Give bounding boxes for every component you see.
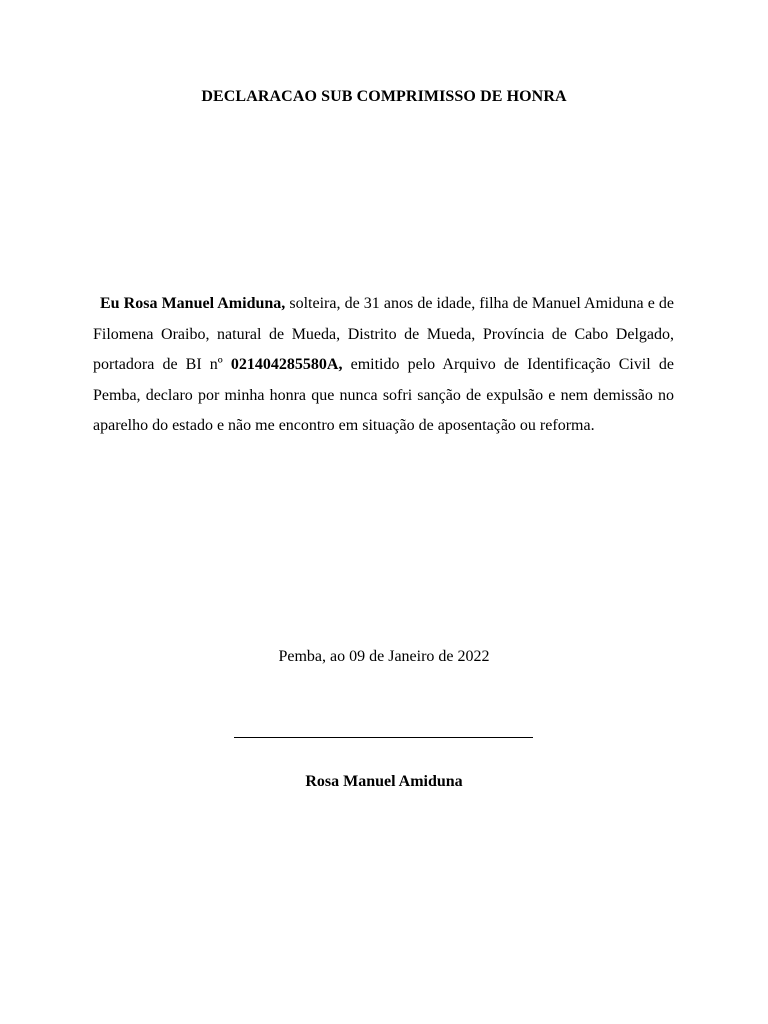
declarant-name-intro: Eu Rosa Manuel Amiduna, <box>100 295 286 312</box>
document-title: DECLARACAO SUB COMPRIMISSO DE HONRA <box>201 88 567 105</box>
declaration-text-part2: emitido pelo Arquivo de Identificação Civil de Pemba, declaro por minha honra que nunca sofri sanção de expulsão e nem demissão no aparelho do estado e não me encontro em situação de aposentação ou reforma. <box>93 356 674 434</box>
declaration-text-part1: solteira, de 31 anos de idade, filha de Manuel Amiduna e de Filomena Oraibo, natural de Mueda, Distrito de Mueda, Província de Cabo Delgado, portadora de BI nº <box>93 295 675 373</box>
bi-number: 021404285580A, <box>230 356 343 373</box>
declaration-paragraph <box>93 289 674 442</box>
signature-line <box>234 737 533 738</box>
place-and-date: Pemba, ao 09 de Janeiro de 2022 <box>278 648 490 665</box>
signer-name: Rosa Manuel Amiduna <box>305 773 463 790</box>
